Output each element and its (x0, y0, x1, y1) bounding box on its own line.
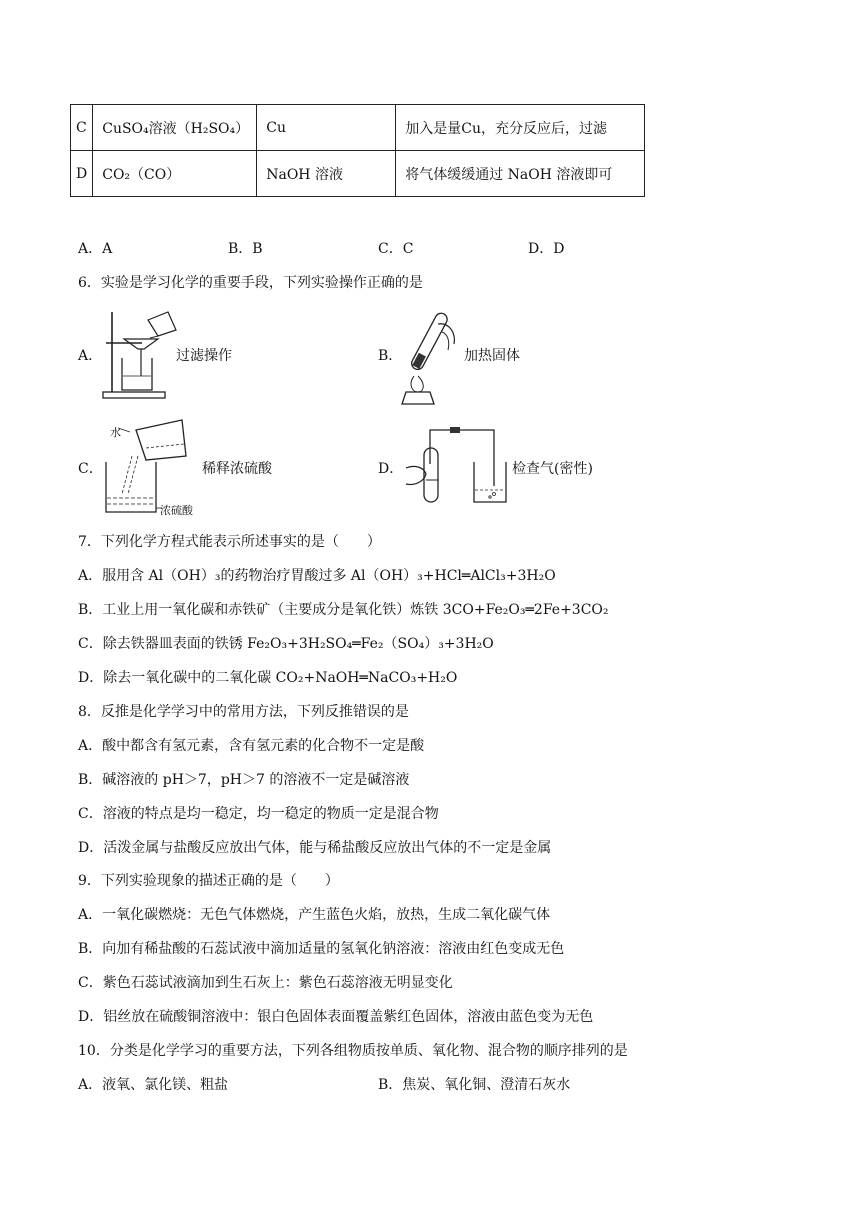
q6-option-c-label[interactable]: C． (78, 461, 103, 477)
q6-option-d-label[interactable]: D． (378, 461, 404, 477)
q6-option-b-caption: 加热固体 (464, 348, 520, 364)
q9-option-a[interactable]: A．一氧化碳燃烧：无色气体燃烧，产生蓝色火焰，放热，生成二氧化碳气体 (78, 907, 551, 923)
q9-option-d[interactable]: D．铝丝放在硫酸铜溶液中：银白色固体表面覆盖紫红色固体，溶液由蓝色变为无色 (78, 1009, 594, 1025)
q9-option-b[interactable]: B．向加有稀盐酸的石蕊试液中滴加适量的氢氧化钠溶液：溶液由红色变成无色 (78, 941, 565, 957)
q7-option-d[interactable]: D．除去一氧化碳中的二氧化碳 CO₂+NaOH═NaCO₃+H₂O (78, 670, 458, 686)
q5-option-c[interactable]: C．C (378, 241, 414, 257)
q10-option-b[interactable]: B．焦炭、氧化铜、澄清石灰水 (378, 1077, 571, 1093)
table-cell-key: C (71, 105, 93, 151)
q5-option-b[interactable]: B．B (228, 241, 263, 257)
q5-option-a[interactable]: A．A (78, 241, 113, 257)
q6-option-d-caption: 检查气(密性) (512, 461, 593, 477)
table-cell-substance: CO₂（CO） (93, 151, 257, 197)
q8-option-a[interactable]: A．酸中都含有氢元素，含有氢元素的化合物不一定是酸 (78, 738, 425, 754)
q6-stem: 6．实验是学习化学的重要手段，下列实验操作正确的是 (78, 275, 423, 291)
dilution-figure (100, 416, 200, 516)
q8-option-c[interactable]: C．溶液的特点是均一稳定，均一稳定的物质一定是混合物 (78, 806, 439, 822)
airtightness-figure (402, 424, 508, 506)
table-cell-method: 加入是量Cu，充分反应后，过滤 (396, 105, 645, 151)
q6-option-c-caption: 稀释浓硫酸 (202, 461, 272, 477)
q7-stem: 7．下列化学方程式能表示所述事实的是（ ） (78, 534, 381, 550)
q9-option-c[interactable]: C．紫色石蕊试液滴加到生石灰上：紫色石蕊溶液无明显变化 (78, 975, 453, 991)
table-row (71, 151, 645, 197)
q5-option-d[interactable]: D．D (528, 241, 565, 257)
q7-option-b[interactable]: B．工业上用一氧化碳和赤铁矿（主要成分是氧化铁）炼铁 3CO+Fe₂O₃═2Fe+3CO₂ (78, 602, 609, 618)
q9-stem: 9．下列实验现象的描述正确的是（ ） (78, 873, 339, 889)
acid-label: 浓硫酸 (160, 504, 193, 517)
table-row (71, 105, 645, 151)
table-cell-reagent: Cu (257, 105, 396, 151)
q7-option-c[interactable]: C．除去铁器皿表面的铁锈 Fe₂O₃+3H₂SO₄═Fe₂（SO₄）₃+3H₂O (78, 636, 494, 652)
water-label: 水 (110, 426, 121, 439)
q8-stem: 8．反推是化学学习中的常用方法，下列反推错误的是 (78, 704, 409, 720)
filtration-figure (100, 306, 180, 402)
options-table (70, 104, 645, 197)
table-cell-key: D (71, 151, 93, 197)
q6-option-a-label[interactable]: A． (78, 348, 103, 364)
table-cell-reagent: NaOH 溶液 (257, 151, 396, 197)
table-cell-substance: CuSO₄溶液（H₂SO₄） (93, 105, 257, 151)
q8-option-d[interactable]: D．活泼金属与盐酸反应放出气体，能与稀盐酸反应放出气体的不一定是金属 (78, 840, 552, 856)
heating-solid-figure (398, 304, 468, 406)
q10-option-a[interactable]: A．液氧、氯化镁、粗盐 (78, 1077, 229, 1093)
q10-stem: 10．分类是化学学习的重要方法，下列各组物质按单质、氧化物、混合物的顺序排列的是 (78, 1043, 628, 1059)
q8-option-b[interactable]: B．碱溶液的 pH＞7，pH＞7 的溶液不一定是碱溶液 (78, 772, 410, 788)
q6-option-b-label[interactable]: B． (378, 348, 403, 364)
q6-option-a-caption: 过滤操作 (176, 348, 232, 364)
q7-option-a[interactable]: A．服用含 Al（OH）₃的药物治疗胃酸过多 Al（OH）₃+HCl═AlCl₃+3H₂O (78, 568, 556, 584)
table-cell-method: 将气体缓缓通过 NaOH 溶液即可 (396, 151, 645, 197)
